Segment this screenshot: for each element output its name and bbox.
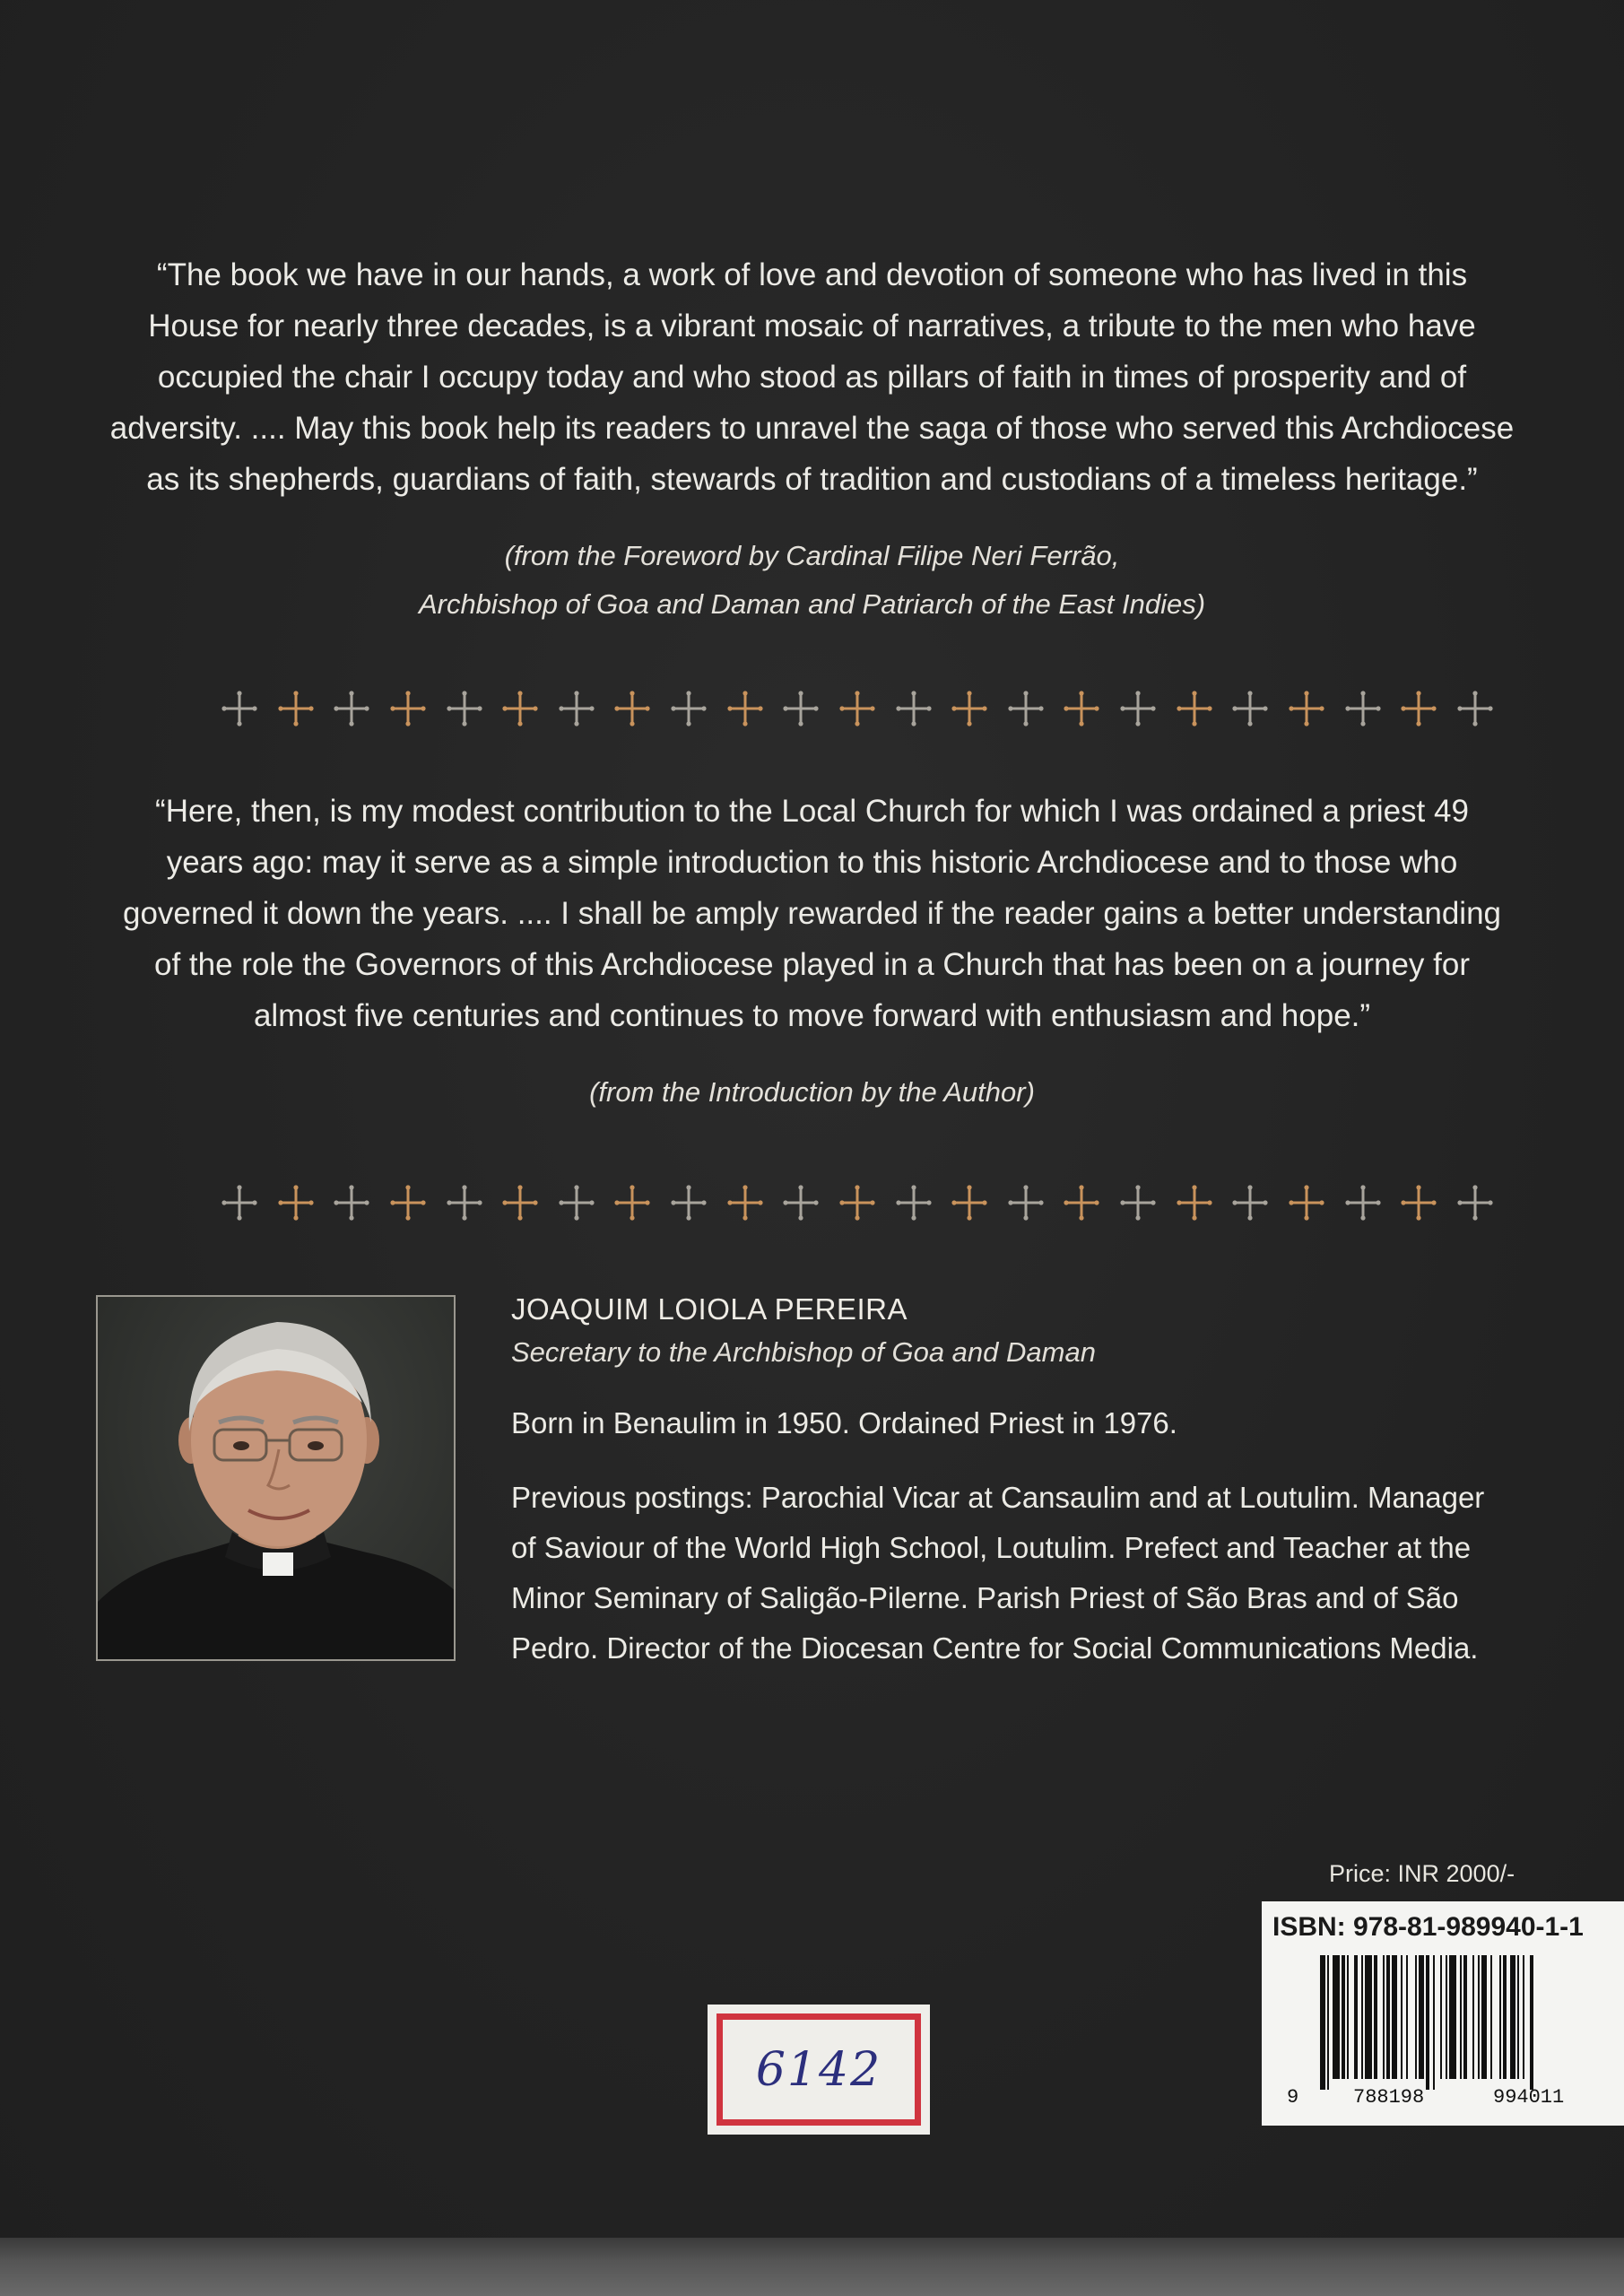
scan-bottom-edge	[0, 2238, 1624, 2296]
cross-ornament-icon	[1118, 1183, 1158, 1222]
cross-ornament-icon	[1343, 689, 1383, 728]
cross-ornament-divider	[220, 1183, 1495, 1222]
cross-ornament-icon	[669, 1183, 708, 1222]
postings-line: Minor Seminary of Saligão-Pilerne. Parish Priest of São Bras and of São	[511, 1581, 1459, 1614]
quote-line: of the role the Governors of this Archdiocese played in a Church that has been on a journey for	[154, 947, 1470, 982]
foreword-quote	[90, 249, 1534, 505]
introduction-citation: (from the Introduction by the Author)	[589, 1076, 1035, 1108]
quote-line: “The book we have in our hands, a work of love and devotion of someone who has lived in this	[156, 257, 1468, 292]
barcode-digit-first: 9	[1287, 2086, 1299, 2109]
cross-ornament-icon	[950, 689, 989, 728]
cross-ornament-icon	[445, 689, 484, 728]
cross-ornament-icon	[1455, 1183, 1495, 1222]
quote-line: House for nearly three decades, is a vibrant mosaic of narratives, a tribute to the men who have	[148, 309, 1476, 344]
isbn-barcode-label	[1262, 1901, 1624, 2126]
cross-ornament-icon	[1006, 689, 1046, 728]
cross-ornament-icon	[1287, 689, 1326, 728]
cross-ornament-icon	[725, 689, 765, 728]
postings-line: of Saviour of the World High School, Loutulim. Prefect and Teacher at the	[511, 1531, 1472, 1564]
accession-number: 6142	[755, 2042, 882, 2097]
cross-ornament-icon	[388, 1183, 428, 1222]
cross-ornament-icon	[332, 1183, 371, 1222]
cross-ornament-icon	[1230, 1183, 1270, 1222]
cross-ornament-icon	[1455, 689, 1495, 728]
quote-line: adversity. .... May this book help its readers to unravel the saga of those who served this Archdiocese	[109, 411, 1515, 446]
isbn-number: ISBN: 978-81-989940-1-1	[1272, 1912, 1584, 1942]
author-portrait	[96, 1295, 456, 1661]
cross-ornament-icon	[838, 1183, 877, 1222]
barcode-icon	[1320, 1955, 1589, 2090]
cross-ornament-icon	[388, 689, 428, 728]
price-label: Price: INR 2000/-	[1329, 1860, 1515, 1887]
cross-ornament-icon	[612, 1183, 652, 1222]
cross-ornament-icon	[894, 689, 934, 728]
citation-line: (from the Foreword by Cardinal Filipe Neri Ferrão,	[504, 540, 1120, 571]
cross-ornament-icon	[1118, 689, 1158, 728]
quote-line: almost five centuries and continues to move forward with enthusiasm and hope.”	[253, 998, 1371, 1033]
cross-ornament-icon	[725, 1183, 765, 1222]
cross-ornament-icon	[1175, 1183, 1214, 1222]
cross-ornament-icon	[1175, 689, 1214, 728]
author-born: Born in Benaulim in 1950. Ordained Priest in 1976.	[511, 1406, 1177, 1439]
cross-ornament-icon	[669, 689, 708, 728]
citation-line: Archbishop of Goa and Daman and Patriarch of the East Indies)	[418, 588, 1206, 620]
cross-ornament-icon	[1006, 1183, 1046, 1222]
author-portrait-illustration	[98, 1297, 456, 1661]
cross-ornament-icon	[220, 1183, 259, 1222]
accession-stamp	[708, 2005, 930, 2135]
introduction-quote	[90, 786, 1534, 1041]
cross-ornament-icon	[1062, 689, 1101, 728]
barcode-digits-right: 994011	[1493, 2086, 1565, 2109]
author-postings	[511, 1473, 1623, 1674]
quote-line: years ago: may it serve as a simple introduction to this historic Archdiocese and to those who	[166, 845, 1458, 880]
cross-ornament-icon	[445, 1183, 484, 1222]
barcode-digits-left: 788198	[1353, 2086, 1425, 2109]
cross-ornament-icon	[1230, 689, 1270, 728]
cross-ornament-icon	[557, 1183, 596, 1222]
foreword-citation	[90, 532, 1534, 629]
cross-ornament-icon	[220, 689, 259, 728]
quote-line: occupied the chair I occupy today and who stood as pillars of faith in times of prosperity and of	[157, 360, 1467, 395]
cross-ornament-icon	[1399, 1183, 1438, 1222]
cross-ornament-icon	[1399, 689, 1438, 728]
cross-ornament-icon	[612, 689, 652, 728]
quote-line: governed it down the years. .... I shall be amply rewarded if the reader gains a better understanding	[122, 896, 1501, 931]
cross-ornament-icon	[557, 689, 596, 728]
quote-line: as its shepherds, guardians of faith, stewards of tradition and custodians of a timeless heritage.”	[146, 462, 1478, 497]
postings-line: Pedro. Director of the Diocesan Centre for Social Communications Media.	[511, 1631, 1479, 1665]
cross-ornament-icon	[500, 1183, 540, 1222]
author-name: JOAQUIM LOIOLA PEREIRA	[511, 1292, 908, 1326]
cross-ornament-icon	[781, 1183, 821, 1222]
quote-line: “Here, then, is my modest contribution to the Local Church for which I was ordained a priest 49	[155, 794, 1469, 829]
cross-ornament-icon	[500, 689, 540, 728]
cross-ornament-divider	[220, 689, 1495, 728]
cross-ornament-icon	[838, 689, 877, 728]
postings-line: Previous postings: Parochial Vicar at Cansaulim and at Loutulim. Manager	[511, 1481, 1485, 1514]
cross-ornament-icon	[894, 1183, 934, 1222]
cross-ornament-icon	[276, 1183, 316, 1222]
cross-ornament-icon	[950, 1183, 989, 1222]
cross-ornament-icon	[276, 689, 316, 728]
cross-ornament-icon	[1062, 1183, 1101, 1222]
cross-ornament-icon	[781, 689, 821, 728]
author-role: Secretary to the Archbishop of Goa and Daman	[511, 1336, 1096, 1368]
cross-ornament-icon	[1343, 1183, 1383, 1222]
cross-ornament-icon	[1287, 1183, 1326, 1222]
cross-ornament-icon	[332, 689, 371, 728]
stamp-border	[716, 2013, 921, 2126]
